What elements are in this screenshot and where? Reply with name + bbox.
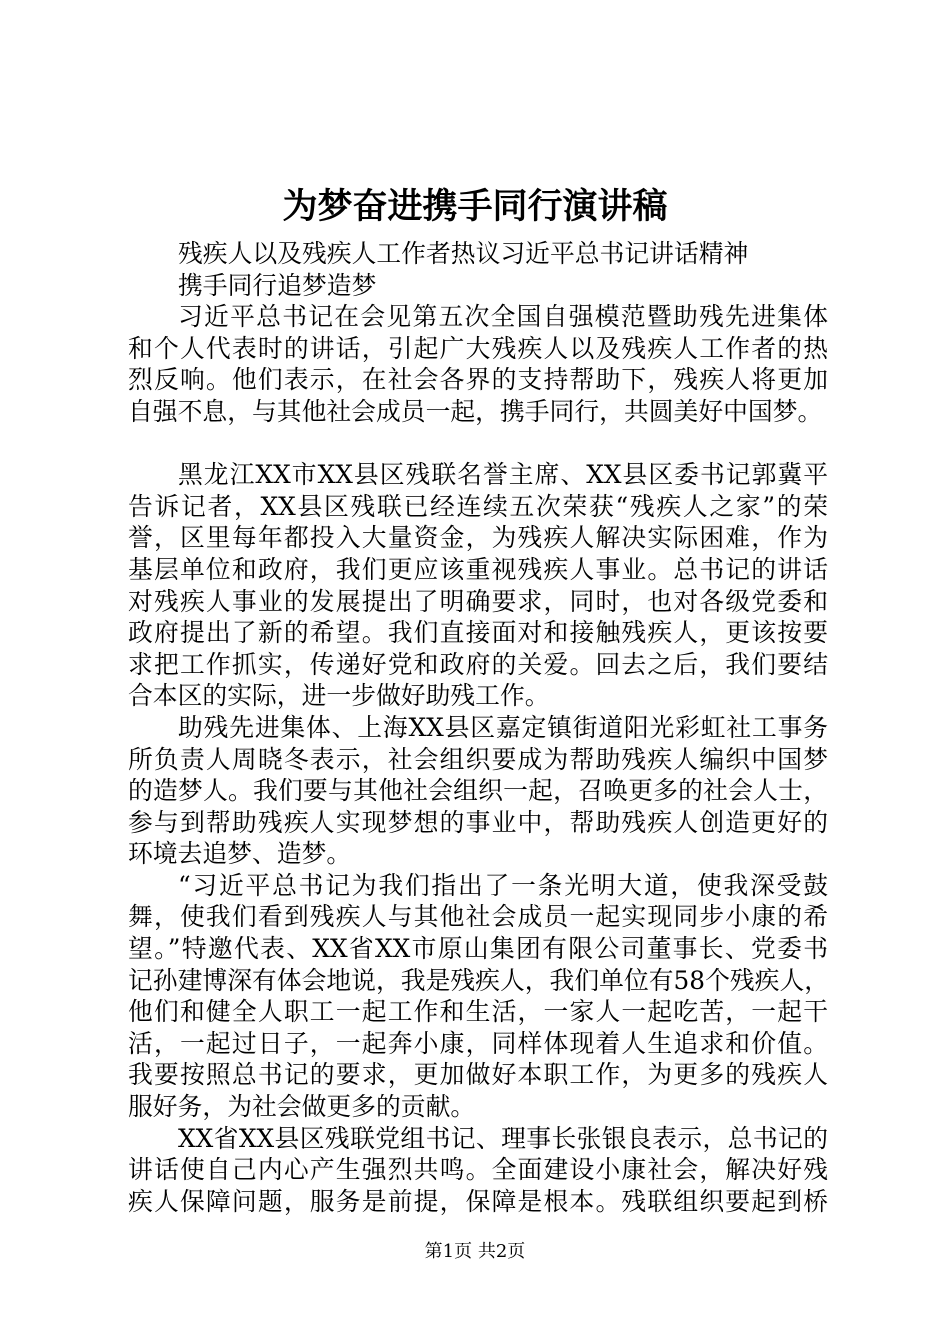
text-line: 服好务，为社会做更多的贡献。 bbox=[128, 1092, 476, 1122]
text-line: 讲话使自己内心产生强烈共鸣。全面建设小康社会，解决好残 bbox=[128, 1155, 828, 1185]
text-line: 自强不息，与其他社会成员一起，携手同行，共圆美好中国梦。 bbox=[128, 396, 823, 426]
text-line: 舞，使我们看到残疾人与其他社会成员一起实现同步小康的希 bbox=[128, 902, 828, 932]
text-line: XX省XX县区残联党组书记、理事长张银良表示，总书记的 bbox=[178, 1123, 828, 1153]
page-footer: 第1页 共2页 bbox=[424, 1241, 526, 1262]
text-line: 记孙建博深有体会地说，我是残疾人，我们单位有58个残疾人， bbox=[128, 965, 830, 995]
text-line: 所负责人周晓冬表示，社会组织要成为帮助残疾人编织中国梦 bbox=[128, 744, 828, 774]
text-line: 誉，区里每年都投入大量资金，为残疾人解决实际困难，作为 bbox=[128, 523, 828, 553]
text-line: 参与到帮助残疾人实现梦想的事业中，帮助残疾人创造更好的 bbox=[128, 807, 828, 837]
text-line: 残疾人以及残疾人工作者热议习近平总书记讲话精神 bbox=[178, 239, 749, 268]
text-line: 助残先进集体、上海XX县区嘉定镇街道阳光彩虹社工事务 bbox=[178, 712, 828, 742]
text-line: 合本区的实际，进一步做好助残工作。 bbox=[128, 681, 550, 711]
text-line: 对残疾人事业的发展提出了明确要求，同时，也对各级党委和 bbox=[128, 586, 828, 616]
text-line: “习近平总书记为我们指出了一条光明大道，使我深受鼓 bbox=[178, 870, 828, 900]
text-line: 习近平总书记在会见第五次全国自强模范暨助残先进集体 bbox=[178, 302, 828, 332]
text-line: 的造梦人。我们要与其他社会组织一起，召唤更多的社会人士， bbox=[128, 776, 828, 806]
text-line: 携手同行追梦造梦 bbox=[178, 270, 377, 300]
text-line: 望。”特邀代表、XX省XX市原山集团有限公司董事长、党委书 bbox=[128, 934, 828, 964]
text-line: 他们和健全人职工一起工作和生活，一家人一起吃苦，一起干 bbox=[128, 997, 828, 1027]
text-line: 疾人保障问题，服务是前提，保障是根本。残联组织要起到桥 bbox=[128, 1186, 828, 1216]
text-line: 我要按照总书记的要求，更加做好本职工作，为更多的残疾人 bbox=[128, 1060, 828, 1090]
text-line: 政府提出了新的希望。我们直接面对和接触残疾人，更该按要 bbox=[128, 618, 828, 648]
text-line: 告诉记者，XX县区残联已经连续五次荣获“残疾人之家”的荣 bbox=[128, 491, 828, 521]
document-title: 为梦奋进携手同行演讲稿 bbox=[282, 186, 668, 227]
text-line: 烈反响。他们表示，在社会各界的支持帮助下，残疾人将更加 bbox=[128, 365, 828, 395]
text-line: 求把工作抓实，传递好党和政府的关爱。回去之后，我们要结 bbox=[128, 649, 828, 679]
text-line: 环境去追梦、造梦。 bbox=[128, 839, 352, 869]
blank-line bbox=[128, 428, 828, 460]
document-body bbox=[128, 238, 828, 1217]
text-line: 基层单位和政府，我们更应该重视残疾人事业。总书记的讲话 bbox=[128, 554, 828, 584]
text-line: 黑龙江XX市XX县区残联名誉主席、XX县区委书记郭冀平 bbox=[178, 460, 828, 490]
text-line: 和个人代表时的讲话，引起广大残疾人以及残疾人工作者的热 bbox=[128, 333, 828, 363]
text-line: 活，一起过日子，一起奔小康，同样体现着人生追求和价值。 bbox=[128, 1028, 828, 1058]
